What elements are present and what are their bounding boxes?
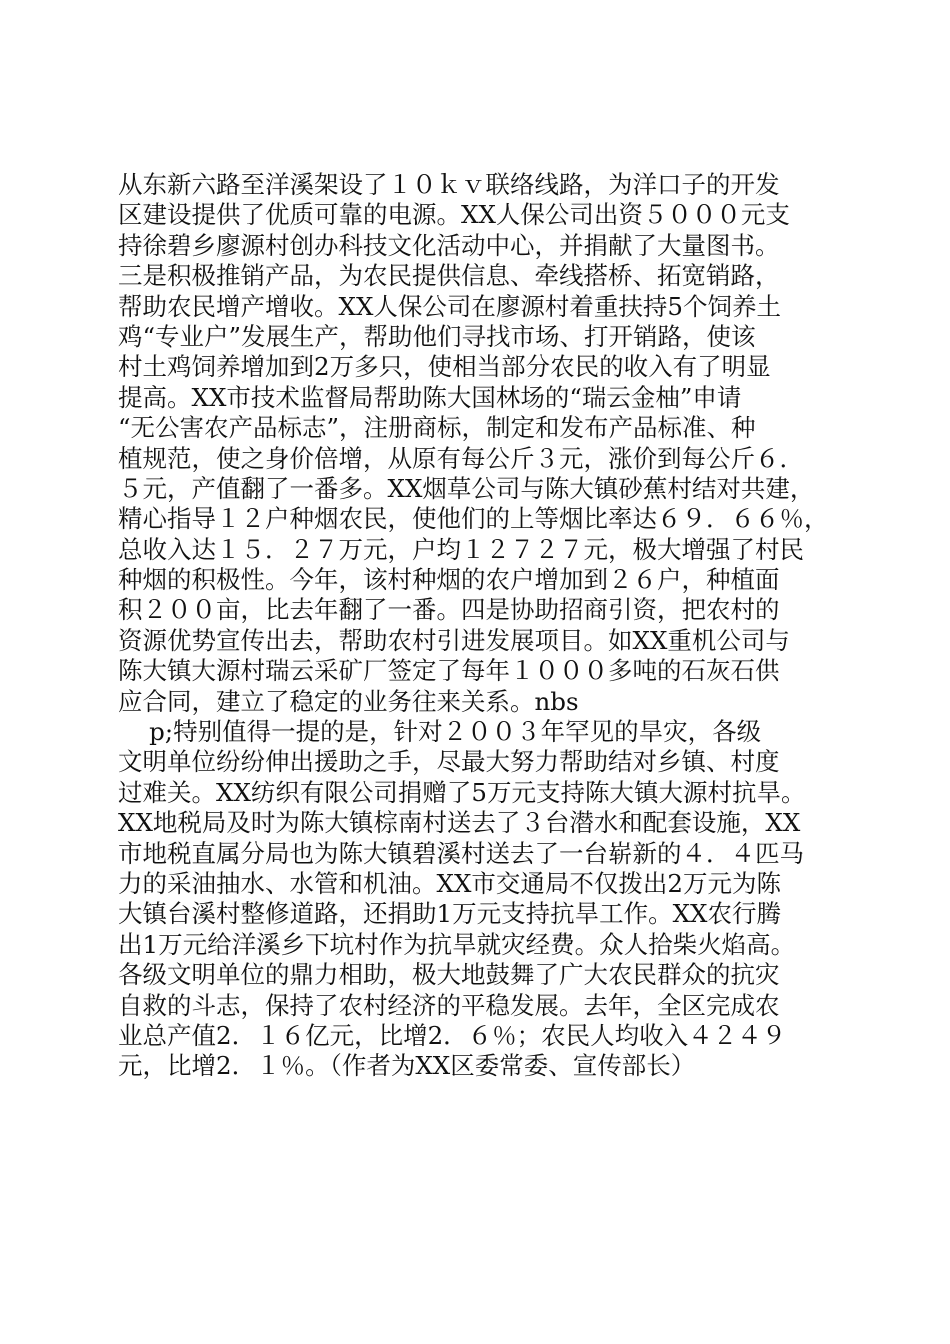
text-line: 提高。XX市技术监督局帮助陈大国林场的“瑞云金柚”申请 [118, 382, 742, 412]
text-line: 力的采油抽水、水管和机油。XX市交通局不仅拨出2万元为陈 [118, 868, 781, 898]
text-line: ５元，产值翻了一番多。XX烟草公司与陈大镇砂蕉村结对共建， [118, 473, 815, 503]
text-line: 持徐碧乡廖源村创办科技文化活动中心，并捐献了大量图书。 [118, 230, 780, 260]
text-line: 业总产值2．１６亿元，比增2．６％；农民人均收入４２４９ [118, 1020, 787, 1050]
text-line: 植规范，使之身价倍增，从原有每公斤３元，涨价到每公斤６． [118, 443, 804, 473]
text-line: 元，比增2．１％。（作者为XX区委常委、宣传部长） [118, 1051, 696, 1081]
text-line: 出1万元给洋溪乡下坑村作为抗旱就灾经费。众人拾柴火焰高。 [118, 929, 796, 959]
text-line: 精心指导１２户种烟农民，使他们的上等烟比率达６９．６６％， [118, 504, 829, 534]
body-text [118, 170, 858, 1082]
text-line: 过难关。XX纺织有限公司捐赠了5万元支持陈大镇大源村抗旱。 [118, 777, 806, 807]
text-line: XX地税局及时为陈大镇棕南村送去了３台潜水和配套设施，XX [118, 808, 801, 838]
text-line: 帮助农民增产增收。XX人保公司在廖源村着重扶持5个饲养土 [118, 291, 781, 321]
text-line: 总收入达１５．２７万元，户均１２７２７元，极大增强了村民 [118, 534, 804, 564]
text-line: 村土鸡饲养增加到2万多只，使相当部分农民的收入有了明显 [118, 352, 771, 382]
text-line: 陈大镇大源村瑞云采矿厂签定了每年１０００多吨的石灰石供 [118, 656, 780, 686]
text-line: 三是积极推销产品，为农民提供信息、牵线搭桥、拓宽销路， [118, 261, 780, 291]
text-line: 资源优势宣传出去，帮助农村引进发展项目。如XX重机公司与 [118, 625, 790, 655]
text-line: 文明单位纷纷伸出援助之手，尽最大努力帮助结对乡镇、村度 [118, 747, 780, 777]
text-line: 种烟的积极性。今年，该村种烟的农户增加到２６户，种植面 [118, 565, 780, 595]
text-line: 积２００亩，比去年翻了一番。四是协助招商引资，把农村的 [118, 595, 780, 625]
text-line: p;特别值得一提的是，针对２００３年罕见的旱灾，各级 [118, 717, 762, 747]
text-line: 区建设提供了优质可靠的电源。XX人保公司出资５０００元支 [118, 200, 790, 230]
text-line: 市地税直属分局也为陈大镇碧溪村送去了一台崭新的４．４匹马 [118, 838, 804, 868]
text-line: “无公害农产品标志”，注册商标，制定和发布产品标准、种 [118, 413, 756, 443]
text-line: 应合同，建立了稳定的业务往来关系。nbs [118, 686, 579, 716]
text-line: 从东新六路至洋溪架设了１０ｋｖ联络线路，为洋口子的开发 [118, 170, 780, 199]
text-line: 大镇台溪村整修道路，还捐助1万元支持抗旱工作。XX农行腾 [118, 899, 781, 929]
text-line: 自救的斗志，保持了农村经济的平稳发展。去年，全区完成农 [118, 990, 780, 1020]
text-line: 鸡“专业户”发展生产，帮助他们寻找市场、打开销路，使该 [118, 321, 756, 351]
text-line: 各级文明单位的鼎力相助，极大地鼓舞了广大农民群众的抗灾 [118, 960, 780, 990]
